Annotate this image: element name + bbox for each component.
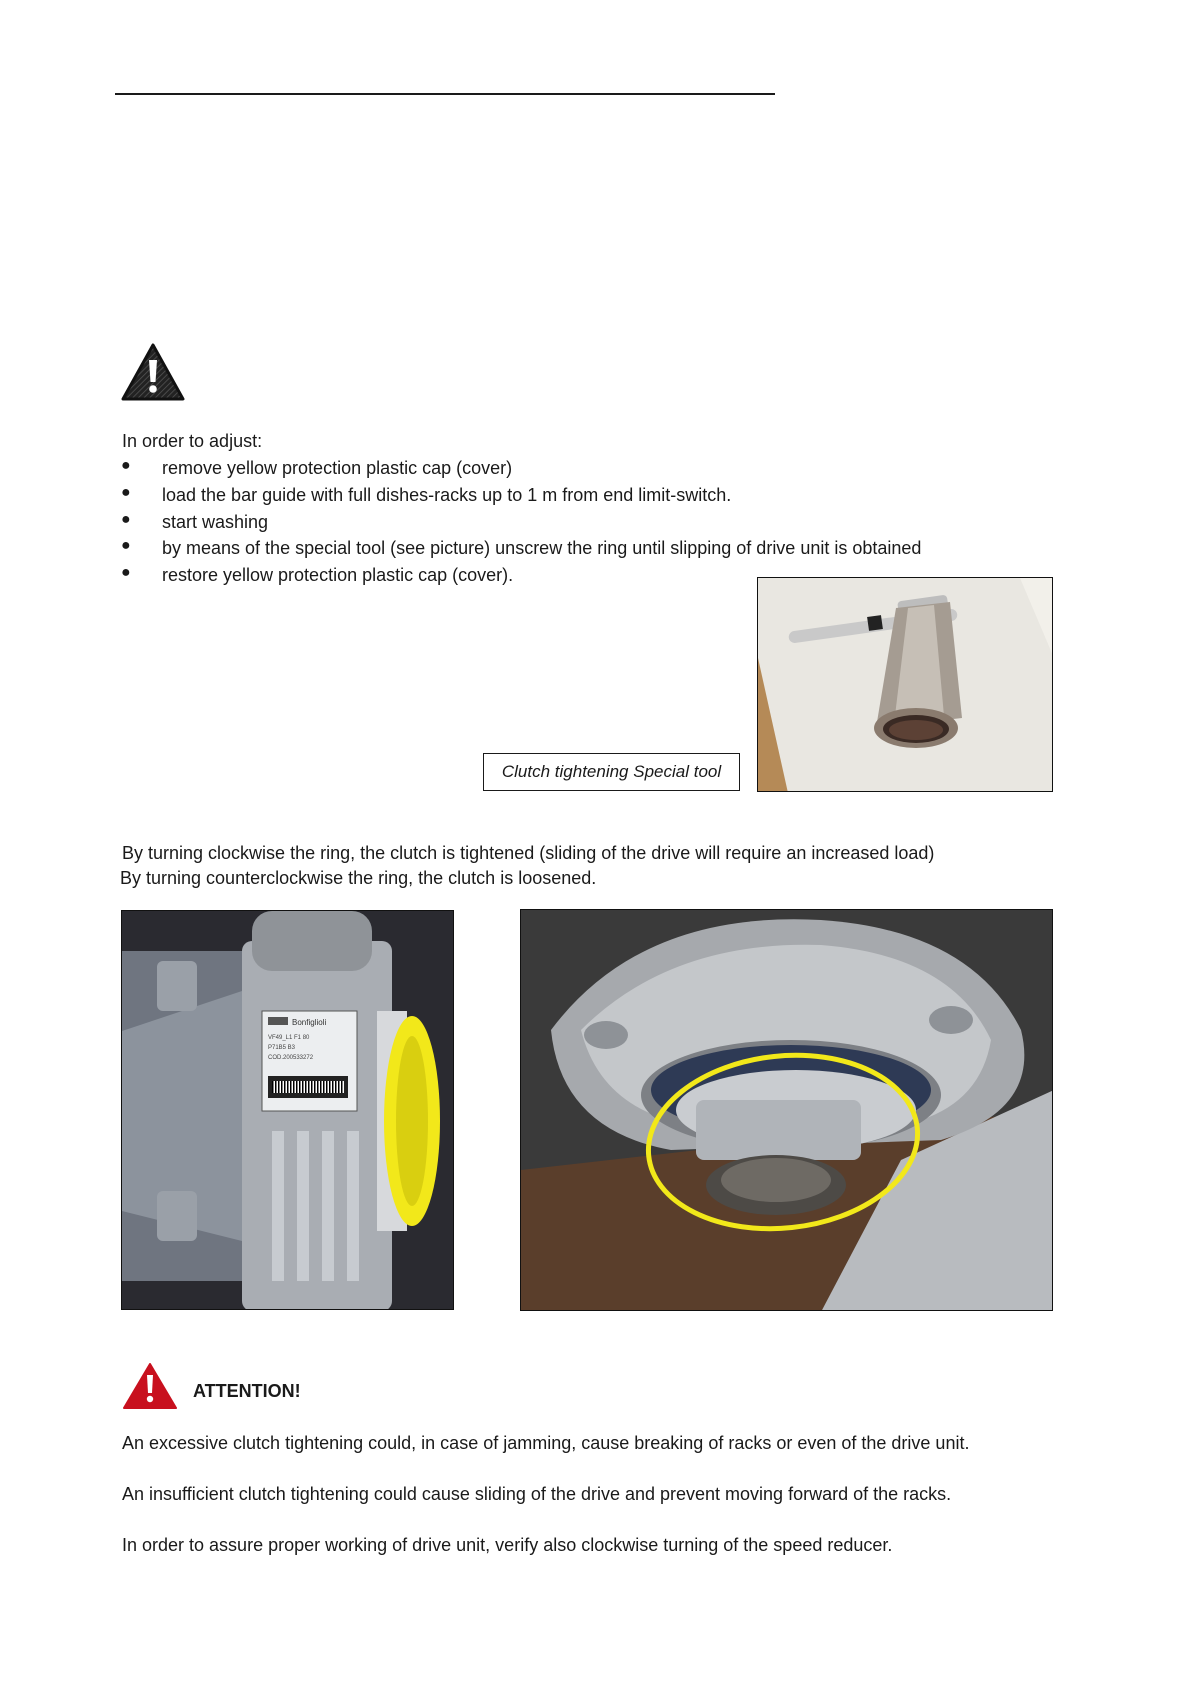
attention-warning-icon [122, 1362, 178, 1410]
bullet: ● [121, 457, 131, 474]
step-4: by means of the special tool (see picture) unscrew the ring until slipping of drive unit is obtained [162, 538, 922, 558]
header-rule [115, 93, 775, 95]
step-1: remove yellow protection plastic cap (cover) [162, 458, 513, 478]
motor-label-line: P71B5 B3 [268, 1045, 296, 1051]
bullet: ● [121, 484, 131, 501]
clockwise-text: By turning clockwise the ring, the clutch is tightened (sliding of the drive will require an increased load) [122, 843, 935, 863]
tool-caption: Clutch tightening Special tool [483, 753, 740, 791]
attention-paragraph-1: An excessive clutch tightening could, in case of jamming, cause breaking of racks or even of the drive unit. [122, 1433, 970, 1453]
clutch-ring-photo [520, 909, 1053, 1311]
attention-title: ATTENTION! [193, 1381, 301, 1401]
counterclockwise-text: By turning counterclockwise the ring, the clutch is loosened. [120, 868, 597, 888]
bullet: ● [121, 537, 131, 554]
bullet: ● [121, 511, 131, 528]
special-tool-photo [757, 577, 1053, 792]
bullet: ● [121, 564, 131, 581]
attention-paragraph-2: An insufficient clutch tightening could cause sliding of the drive and prevent moving forward of the racks. [122, 1484, 952, 1504]
motor-label-line: VF49_L1 F1 80 [268, 1035, 310, 1041]
attention-paragraph-3: In order to assure proper working of drive unit, verify also clockwise turning of the speed reducer. [122, 1535, 893, 1555]
motor-label-line: COD.200533272 [268, 1055, 314, 1061]
warning-triangle-icon [120, 342, 186, 402]
motor-brand: Bonfiglioli [292, 1018, 327, 1027]
step-5: restore yellow protection plastic cap (cover). [162, 565, 514, 585]
step-2: load the bar guide with full dishes-racks up to 1 m from end limit-switch. [162, 485, 732, 505]
step-3: start washing [162, 512, 269, 532]
drive-unit-photo [121, 910, 454, 1310]
intro-text: In order to adjust: [122, 431, 263, 451]
